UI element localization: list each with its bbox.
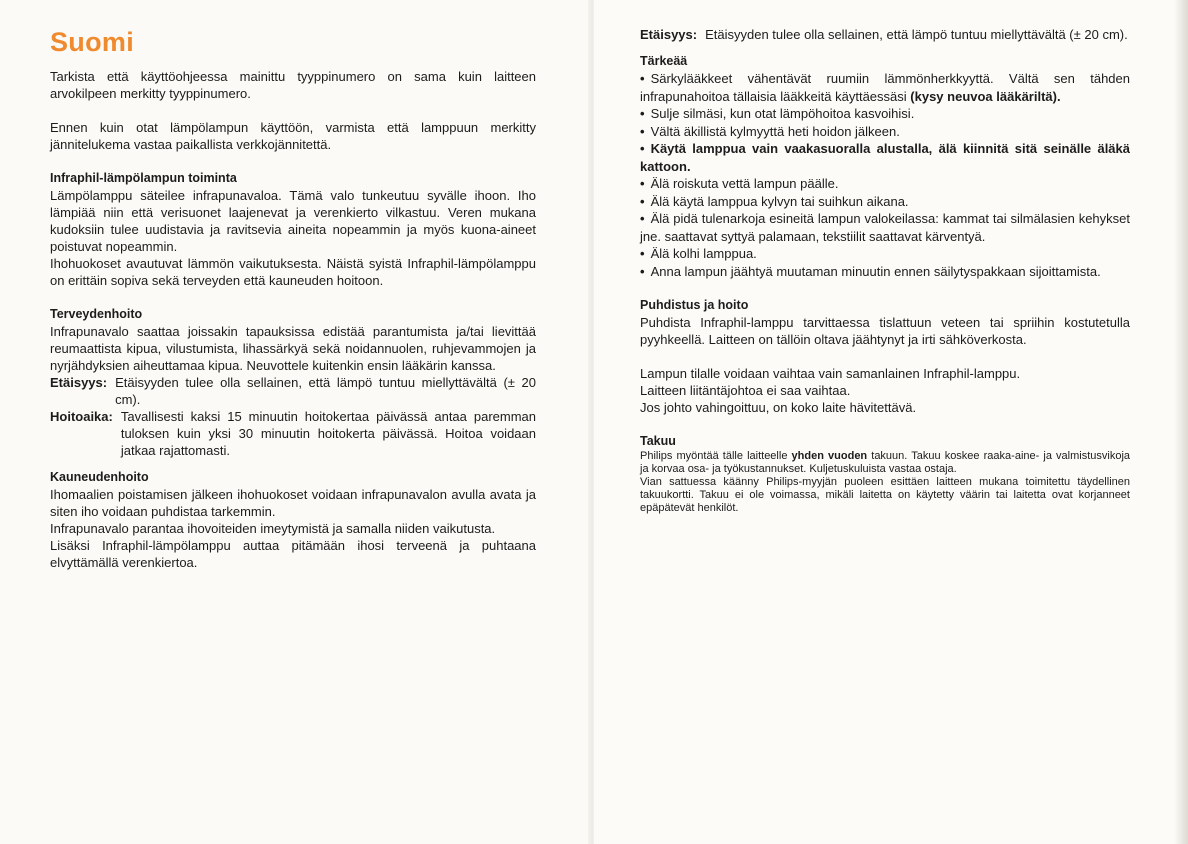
left-page — [0, 0, 590, 844]
time-text: Tavallisesti kaksi 15 minuutin hoitokertaa päivässä antaa paremman tuloksen kuin yksi 30 minuutin hoitokerta päivässä. Hoitoa voidaan jatkaa rajattomasti. — [120, 409, 536, 458]
important-heading: Tärkeää — [640, 54, 688, 68]
distance-text: Etäisyyden tulee olla sellainen, että lämpö tuntuu miellyttävältä (± 20 cm). — [115, 375, 536, 407]
right-distance-text: Etäisyyden tulee olla sellainen, että lämpö tuntuu miellyttävältä (± 20 cm). — [705, 27, 1128, 42]
language-title: Suomi — [50, 27, 135, 57]
important-bullet-3: • Vältä äkillistä kylmyyttä heti hoidon jälkeen. — [640, 123, 900, 139]
cleaning-heading: Puhdistus ja hoito — [640, 298, 749, 312]
beauty-paragraph-3: Lisäksi Infraphil-lämpölamppu auttaa pitämään ihosi terveenä ja puhtaana elvyttämällä verenkiertoa. — [50, 538, 536, 570]
important-bullet-2: • Sulje silmäsi, kun otat lämpöhoitoa kasvoihisi. — [640, 106, 915, 121]
right-page — [594, 0, 1188, 844]
intro-paragraph-1: Tarkista että käyttöohjeessa mainittu tyyppinumero on sama kuin laitteen arvokilpeen merkitty tyyppinumero. — [50, 69, 536, 101]
important-bullet-8: • Älä kolhi lamppua. — [640, 246, 757, 261]
function-paragraph-1: Lämpölamppu säteilee infrapunavaloa. Tämä valo tunkeutuu syvälle ihoon. Iho lämpiää niin että verisuonet laajenevat ja verenkierto vilkastuu. Veren mukana kudoksiin tulee uudistavia ja ravitsevia aineita nopeammin ja myös kuona-aineet poistuvat nopeammin. — [50, 188, 536, 254]
important-bullet-6: • Älä käytä lamppua kylvyn tai suihkun aikana. — [640, 193, 909, 209]
distance-term: Etäisyys: — [50, 375, 108, 390]
time-term: Hoitoaika: — [50, 409, 113, 424]
intro-paragraph-2: Ennen kuin otat lämpölampun käyttöön, varmista että lamppuun merkitty jännitelukema vastaa paikallista verkkojännitettä. — [50, 120, 536, 152]
important-bullet-5: • Älä roiskuta vettä lampun päälle. — [640, 176, 839, 191]
cleaning-paragraph-4: Jos johto vahingoittuu, on koko laite hävitettävä. — [640, 400, 917, 415]
health-distance — [50, 374, 536, 408]
health-time — [50, 408, 536, 459]
warranty-paragraph-1: Philips myöntää tälle laitteelle yhden vuoden takuun. Takuu koskee raaka-aine- ja valmistusvikoja ja korvaa osa- ja työkustannukset. Kuljetuskuluista vastaa ostaja. — [640, 450, 1131, 475]
beauty-heading: Kauneudenhoito — [50, 470, 149, 484]
health-paragraph: Infrapunavalo saattaa joissakin tapauksissa edistää parantumista ja/tai lievittää reumaattista kipua, vilustumista, lihassärkyä sekä noidannuolen, ruhjevammojen ja nyrjähdyksien aiheuttamaa kipua. Neuvottele kuitenkin ensin lääkärin kanssa. — [50, 324, 536, 373]
function-paragraph-2: Ihohuokoset avautuvat lämmön vaikutuksesta. Näistä syistä Infraphil-lämpölamppu on erittäin sopiva sekä terveyden että kauneuden hoitoon. — [50, 256, 536, 288]
right-distance-term: Etäisyys: — [640, 27, 698, 42]
page-edge — [1174, 0, 1188, 844]
important-bullet-9: • Anna lampun jäähtyä muutaman minuutin ennen säilytyspakkaan sijoittamista. — [640, 263, 1101, 279]
left-column — [50, 26, 536, 571]
warranty-text — [640, 450, 1130, 515]
warranty-heading: Takuu — [640, 434, 676, 448]
warranty-paragraph-2: Vian sattuessa käänny Philips-myyjän puoleen esittäen laitteen mukana toimitettu täydellinen takuukortti. Takuu ei ole voimassa, mikäli laitetta on käytetty väärin tai laitetta ovat korjanneet epäpätevät henkilöt. — [640, 476, 1130, 514]
important-bullet-7: • Älä pidä tulenarkoja esineitä lampun valokeilassa: kammat tai silmälasien kehykset jne. saattavat syttyä palamaan, tekstiilit saattavat kärventyä. — [640, 211, 1130, 244]
cleaning-paragraph-2: Lampun tilalle voidaan vaihtaa vain samanlainen Infraphil-lamppu. — [640, 366, 1021, 381]
beauty-paragraph-2: Infrapunavalo parantaa ihovoiteiden imeytymistä ja samalla niiden vaikutusta. — [50, 521, 496, 536]
cleaning-paragraph-1: Puhdista Infraphil-lamppu tarvittaessa tislattuun veteen tai spriihin kostutetulla pyyhkeellä. Laitteen on tällöin oltava jäähtynyt ja irti sähköverkosta. — [640, 315, 1130, 347]
right-distance — [640, 26, 1130, 43]
health-heading: Terveydenhoito — [50, 307, 143, 321]
cleaning-paragraph-3: Laitteen liitäntäjohtoa ei saa vaihtaa. — [640, 383, 851, 398]
function-heading: Infraphil-lämpölampun toiminta — [50, 171, 237, 185]
important-bullet-1: • Särkylääkkeet vähentävät ruumiin lämmönherkkyyttä. Vältä sen tähden infrapunahoitoa tällaisia lääkkeitä käyttäessäsi (kysy neuvoa lääkäriltä). — [640, 71, 1130, 104]
beauty-paragraph-1: Ihomaalien poistamisen jälkeen ihohuokoset voidaan infrapunavalon avulla avata ja siten iho voidaan puhdistaa tarkemmin. — [50, 487, 536, 519]
important-bullet-4: • Käytä lamppua vain vaakasuoralla alustalla, älä kiinnitä sitä seinälle äläkä kattoon. — [640, 141, 1130, 174]
right-column — [640, 26, 1130, 515]
